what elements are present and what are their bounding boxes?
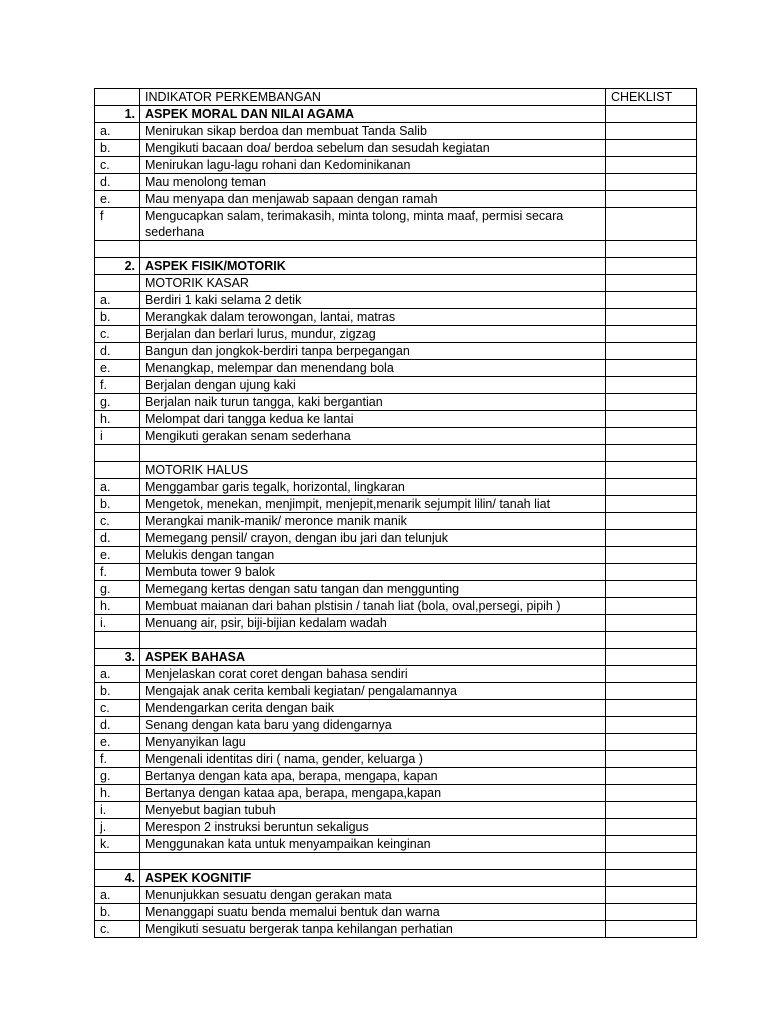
row-label: a. <box>95 479 140 496</box>
row-label <box>95 632 140 649</box>
indicator-text: Mengetok, menekan, menjimpit, menjepit,menarik sejumpit lilin/ tanah liat <box>140 496 606 513</box>
checklist-cell[interactable] <box>606 377 697 394</box>
indicator-row <box>95 530 697 547</box>
row-label: c. <box>95 921 140 938</box>
section-row <box>95 870 697 887</box>
indicator-row <box>95 887 697 904</box>
indicator-row <box>95 802 697 819</box>
checklist-cell[interactable] <box>606 785 697 802</box>
section-number: 4. <box>95 870 140 887</box>
blank-row <box>95 632 697 649</box>
checklist-cell[interactable] <box>606 428 697 445</box>
subsection-row <box>95 275 697 292</box>
indicator-header: INDIKATOR PERKEMBANGAN <box>140 89 606 106</box>
checklist-cell[interactable] <box>606 836 697 853</box>
checklist-cell[interactable] <box>606 258 697 275</box>
row-label: i. <box>95 802 140 819</box>
row-label: a. <box>95 123 140 140</box>
row-label: d. <box>95 717 140 734</box>
checklist-cell[interactable] <box>606 479 697 496</box>
row-label: f. <box>95 377 140 394</box>
section-row <box>95 649 697 666</box>
row-label: d. <box>95 174 140 191</box>
indicator-text: Berdiri 1 kaki selama 2 detik <box>140 292 606 309</box>
checklist-cell[interactable] <box>606 904 697 921</box>
section-title: ASPEK MORAL DAN NILAI AGAMA <box>140 106 606 123</box>
checklist-cell[interactable] <box>606 309 697 326</box>
row-label: f. <box>95 564 140 581</box>
checklist-cell[interactable] <box>606 598 697 615</box>
indicator-row <box>95 751 697 768</box>
checklist-cell[interactable] <box>606 547 697 564</box>
indicator-text: Merespon 2 instruksi beruntun sekaligus <box>140 819 606 836</box>
indicator-row <box>95 564 697 581</box>
checklist-cell[interactable] <box>606 360 697 377</box>
checklist-cell[interactable] <box>606 768 697 785</box>
indicator-text: Menggunakan kata untuk menyampaikan keinginan <box>140 836 606 853</box>
checklist-cell[interactable] <box>606 802 697 819</box>
row-label: e. <box>95 191 140 208</box>
row-label: e. <box>95 360 140 377</box>
indicator-row <box>95 513 697 530</box>
indicator-text: Menunjukkan sesuatu dengan gerakan mata <box>140 887 606 904</box>
blank-row <box>95 241 697 258</box>
checklist-cell[interactable] <box>606 513 697 530</box>
subsection-title: MOTORIK HALUS <box>140 462 606 479</box>
checklist-cell[interactable] <box>606 140 697 157</box>
checklist-cell[interactable] <box>606 157 697 174</box>
indicator-text: Menggambar garis tegalk, horizontal, lingkaran <box>140 479 606 496</box>
indicator-text: Bertanya dengan kataa apa, berapa, mengapa,kapan <box>140 785 606 802</box>
indicator-row <box>95 123 697 140</box>
checklist-cell[interactable] <box>606 717 697 734</box>
indicator-text: Mendengarkan cerita dengan baik <box>140 700 606 717</box>
checklist-cell[interactable] <box>606 921 697 938</box>
indicator-row <box>95 309 697 326</box>
row-label: a. <box>95 887 140 904</box>
row-label: g. <box>95 394 140 411</box>
indicator-row <box>95 140 697 157</box>
indicator-row <box>95 785 697 802</box>
indicator-row <box>95 700 697 717</box>
row-label: c. <box>95 157 140 174</box>
row-label <box>95 241 140 258</box>
indicator-text: Menyebut bagian tubuh <box>140 802 606 819</box>
row-label <box>95 462 140 479</box>
indicator-row <box>95 683 697 700</box>
indicator-row <box>95 377 697 394</box>
section-row <box>95 106 697 123</box>
indicator-row <box>95 819 697 836</box>
indicator-row <box>95 428 697 445</box>
checklist-cell[interactable] <box>606 191 697 208</box>
indicator-row <box>95 292 697 309</box>
checklist-cell[interactable] <box>606 343 697 360</box>
indicator-text: Memegang pensil/ crayon, dengan ibu jari dan telunjuk <box>140 530 606 547</box>
row-label: k. <box>95 836 140 853</box>
indicator-row <box>95 836 697 853</box>
row-label: c. <box>95 513 140 530</box>
blank-row <box>95 853 697 870</box>
indicator-row <box>95 717 697 734</box>
checklist-cell[interactable] <box>606 496 697 513</box>
checklist-cell[interactable] <box>606 275 697 292</box>
row-label: h. <box>95 785 140 802</box>
checklist-cell[interactable] <box>606 700 697 717</box>
checklist-cell[interactable] <box>606 564 697 581</box>
checklist-cell[interactable] <box>606 106 697 123</box>
row-label: e. <box>95 734 140 751</box>
row-label: b. <box>95 904 140 921</box>
checklist-cell[interactable] <box>606 530 697 547</box>
subsection-row <box>95 462 697 479</box>
section-title: ASPEK KOGNITIF <box>140 870 606 887</box>
indicator-text <box>140 241 606 258</box>
row-label: b. <box>95 309 140 326</box>
checklist-cell[interactable] <box>606 208 697 241</box>
blank-row <box>95 445 697 462</box>
indicator-text: Mengikuti gerakan senam sederhana <box>140 428 606 445</box>
row-label: i. <box>95 615 140 632</box>
indicator-text: Mau menyapa dan menjawab sapaan dengan ramah <box>140 191 606 208</box>
indicator-row <box>95 394 697 411</box>
checklist-header: CHEKLIST <box>606 89 697 106</box>
indicator-row <box>95 496 697 513</box>
indicator-text: Mengikuti sesuatu bergerak tanpa kehilangan perhatian <box>140 921 606 938</box>
row-label: d. <box>95 530 140 547</box>
row-label: b. <box>95 140 140 157</box>
row-label: j. <box>95 819 140 836</box>
indicator-text: Mau menolong teman <box>140 174 606 191</box>
indicator-row <box>95 411 697 428</box>
indicator-text: Menanggapi suatu benda memalui bentuk dan warna <box>140 904 606 921</box>
indicator-text: Merangkai manik-manik/ meronce manik manik <box>140 513 606 530</box>
indicator-text: Bertanya dengan kata apa, berapa, mengapa, kapan <box>140 768 606 785</box>
section-title: ASPEK BAHASA <box>140 649 606 666</box>
indicator-row <box>95 666 697 683</box>
indicator-row <box>95 360 697 377</box>
indicator-row <box>95 343 697 360</box>
indicator-row <box>95 191 697 208</box>
indicator-text: Menyanyikan lagu <box>140 734 606 751</box>
checklist-cell[interactable] <box>606 411 697 428</box>
indicator-text: Menjelaskan corat coret dengan bahasa sendiri <box>140 666 606 683</box>
row-label: d. <box>95 343 140 360</box>
row-label: b. <box>95 496 140 513</box>
row-label: h. <box>95 411 140 428</box>
section-number: 3. <box>95 649 140 666</box>
header-row <box>95 89 697 106</box>
indicator-text: Berjalan naik turun tangga, kaki bergantian <box>140 394 606 411</box>
checklist-cell[interactable] <box>606 394 697 411</box>
row-label: f. <box>95 751 140 768</box>
indicator-row <box>95 208 697 241</box>
checklist-cell[interactable] <box>606 326 697 343</box>
checklist-cell[interactable] <box>606 632 697 649</box>
indicator-row <box>95 768 697 785</box>
indicator-text: Merangkak dalam terowongan, lantai, matras <box>140 309 606 326</box>
indicator-row <box>95 921 697 938</box>
label-header-cell <box>95 89 140 106</box>
indicator-row <box>95 326 697 343</box>
indicator-text: Berjalan dan berlari lurus, mundur, zigzag <box>140 326 606 343</box>
subsection-title: MOTORIK KASAR <box>140 275 606 292</box>
indicator-row <box>95 615 697 632</box>
row-label: h. <box>95 598 140 615</box>
row-label: a. <box>95 292 140 309</box>
row-label: g. <box>95 768 140 785</box>
row-label: b. <box>95 683 140 700</box>
row-label: g. <box>95 581 140 598</box>
checklist-cell[interactable] <box>606 734 697 751</box>
indicator-text: Berjalan dengan ujung kaki <box>140 377 606 394</box>
indicator-row <box>95 598 697 615</box>
checklist-cell[interactable] <box>606 462 697 479</box>
indicator-text: Menirukan sikap berdoa dan membuat Tanda Salib <box>140 123 606 140</box>
checklist-cell[interactable] <box>606 819 697 836</box>
indicator-row <box>95 157 697 174</box>
indicator-text <box>140 853 606 870</box>
indicator-row <box>95 581 697 598</box>
indicator-text: Mengajak anak cerita kembali kegiatan/ pengalamannya <box>140 683 606 700</box>
indicator-row <box>95 734 697 751</box>
indicator-text: Mengucapkan salam, terimakasih, minta tolong, minta maaf, permisi secara sederhana <box>140 208 606 241</box>
indicator-text: Mengenali identitas diri ( nama, gender, keluarga ) <box>140 751 606 768</box>
row-label: i <box>95 428 140 445</box>
checklist-cell[interactable] <box>606 751 697 768</box>
checklist-cell[interactable] <box>606 445 697 462</box>
indicator-row <box>95 174 697 191</box>
checklist-cell[interactable] <box>606 683 697 700</box>
checklist-cell[interactable] <box>606 123 697 140</box>
indicator-text: Memegang kertas dengan satu tangan dan menggunting <box>140 581 606 598</box>
indicator-text <box>140 445 606 462</box>
checklist-cell[interactable] <box>606 581 697 598</box>
indicator-text <box>140 632 606 649</box>
row-label <box>95 275 140 292</box>
indicator-text: Menirukan lagu-lagu rohani dan Kedominikanan <box>140 157 606 174</box>
row-label: c. <box>95 700 140 717</box>
row-label <box>95 445 140 462</box>
indicator-row <box>95 904 697 921</box>
checklist-cell[interactable] <box>606 666 697 683</box>
indicator-text: Melompat dari tangga kedua ke lantai <box>140 411 606 428</box>
indicator-text: Mengikuti bacaan doa/ berdoa sebelum dan sesudah kegiatan <box>140 140 606 157</box>
indicator-text: Menangkap, melempar dan menendang bola <box>140 360 606 377</box>
row-label: a. <box>95 666 140 683</box>
indicator-text: Menuang air, psir, biji-bijian kedalam wadah <box>140 615 606 632</box>
row-label <box>95 853 140 870</box>
section-title: ASPEK FISIK/MOTORIK <box>140 258 606 275</box>
section-number: 2. <box>95 258 140 275</box>
indicator-row <box>95 547 697 564</box>
row-label: e. <box>95 547 140 564</box>
checklist-cell[interactable] <box>606 649 697 666</box>
row-label: f <box>95 208 140 241</box>
checklist-cell[interactable] <box>606 615 697 632</box>
indicator-text: Bangun dan jongkok-berdiri tanpa berpegangan <box>140 343 606 360</box>
row-label: c. <box>95 326 140 343</box>
checklist-cell[interactable] <box>606 887 697 904</box>
indicator-text: Membuta tower 9 balok <box>140 564 606 581</box>
checklist-cell[interactable] <box>606 853 697 870</box>
section-row <box>95 258 697 275</box>
checklist-cell[interactable] <box>606 870 697 887</box>
checklist-cell[interactable] <box>606 292 697 309</box>
indicator-text: Melukis dengan tangan <box>140 547 606 564</box>
section-number: 1. <box>95 106 140 123</box>
checklist-cell[interactable] <box>606 241 697 258</box>
checklist-cell[interactable] <box>606 174 697 191</box>
indicator-text: Membuat maianan dari bahan plstisin / tanah liat (bola, oval,persegi, pipih ) <box>140 598 606 615</box>
indicator-row <box>95 479 697 496</box>
indicator-text: Senang dengan kata baru yang didengarnya <box>140 717 606 734</box>
development-checklist-table <box>94 88 697 938</box>
